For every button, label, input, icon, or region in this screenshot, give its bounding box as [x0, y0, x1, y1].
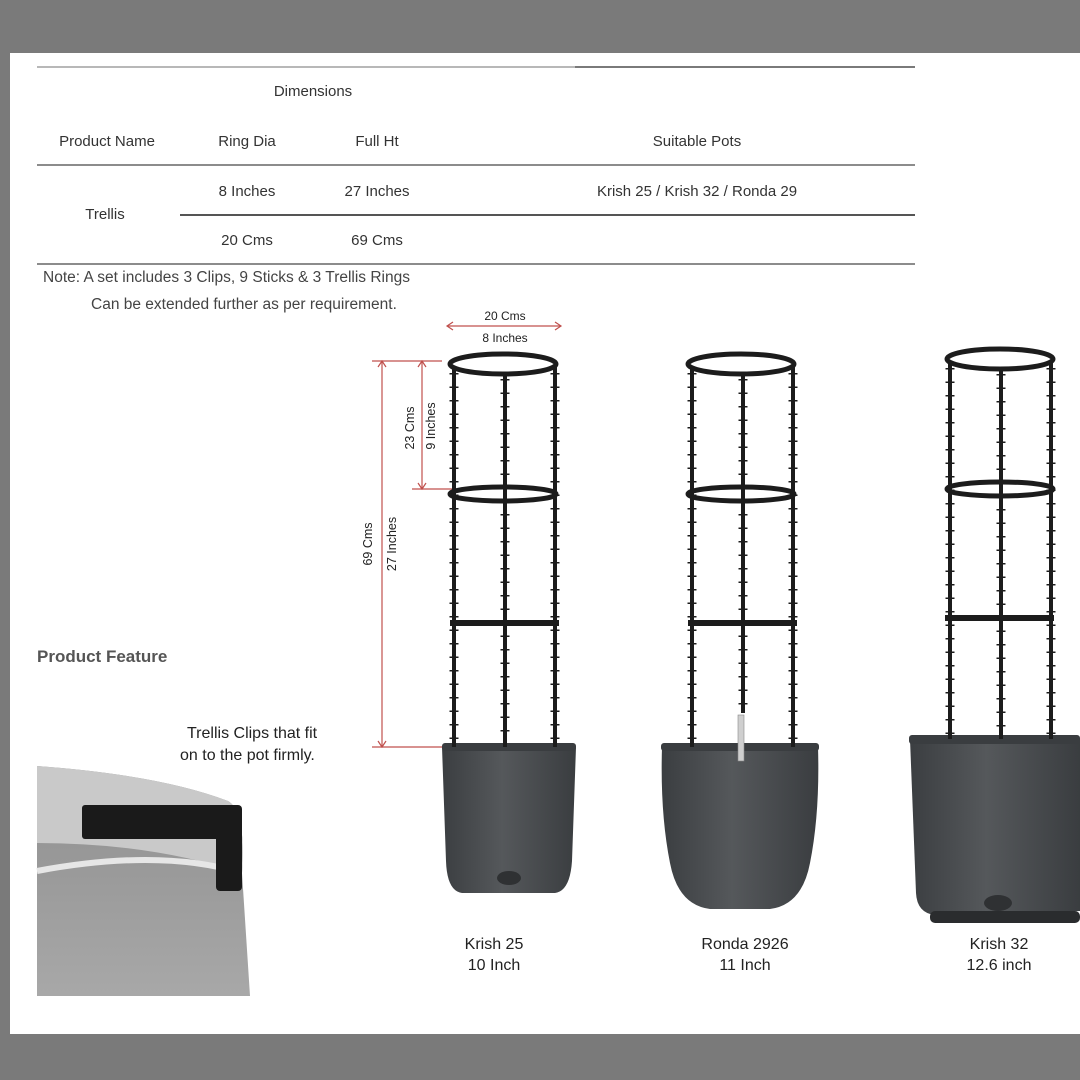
clip-caption-line-1: Trellis Clips that fit [187, 725, 318, 742]
ring-diameter-in-label: 8 Inches [482, 331, 528, 345]
pot-size: 11 Inch [719, 957, 771, 974]
pot-caption-ronda-2926 [701, 934, 788, 976]
cell-suitable-pots: Krish 25 / Krish 32 / Ronda 29 [596, 183, 798, 200]
dimension-lines [372, 322, 561, 747]
pot-krish-32 [909, 735, 1080, 923]
pot-caption-krish-32 [967, 934, 1032, 976]
product-illustration [10, 53, 1080, 1034]
trellis-on-krish-32 [945, 349, 1054, 739]
pot-ronda-2926 [661, 715, 819, 909]
pot-name: Ronda 2926 [701, 936, 789, 953]
segment-height-cm-label: 23 Cms [403, 406, 417, 450]
trellis-on-krish-25 [450, 354, 559, 747]
full-height-cm-label: 69 Cms [361, 522, 375, 566]
pot-size: 12.6 inch [966, 957, 1032, 974]
spec-sheet [10, 53, 1080, 1034]
note-line-2: Can be extended further as per requirement. [91, 296, 397, 313]
trellis-on-ronda-2926 [688, 354, 797, 747]
pot-size: 10 Inch [467, 957, 521, 974]
pot-name: Krish 25 [464, 936, 524, 953]
cell-full-ht-cms: 69 Cms [351, 232, 403, 249]
pot-name: Krish 32 [969, 936, 1029, 953]
product-feature-title: Product Feature [37, 647, 168, 666]
clip-caption-line-2: on to the pot firmly. [180, 747, 315, 764]
cell-product-trellis: Trellis [85, 206, 125, 223]
pot-caption-krish-25 [465, 934, 524, 976]
segment-height-in-label: 9 Inches [424, 402, 438, 450]
note-line-1: Note: A set includes 3 Clips, 9 Sticks & 3 Trellis Rings [43, 269, 410, 286]
dimensions-group-header: Dimensions [273, 83, 353, 100]
clip-closeup-photo [37, 766, 272, 996]
cell-ring-dia-inches: 8 Inches [218, 183, 276, 200]
header-ring-dia: Ring Dia [218, 133, 276, 150]
pot-krish-25 [442, 743, 576, 893]
header-suitable-pots: Suitable Pots [652, 133, 742, 150]
cell-ring-dia-cms: 20 Cms [221, 232, 273, 249]
cell-full-ht-inches: 27 Inches [344, 183, 410, 200]
ring-diameter-cm-label: 20 Cms [484, 309, 526, 323]
full-height-in-label: 27 Inches [385, 516, 399, 572]
header-product-name: Product Name [59, 133, 155, 150]
header-full-ht: Full Ht [355, 133, 399, 150]
